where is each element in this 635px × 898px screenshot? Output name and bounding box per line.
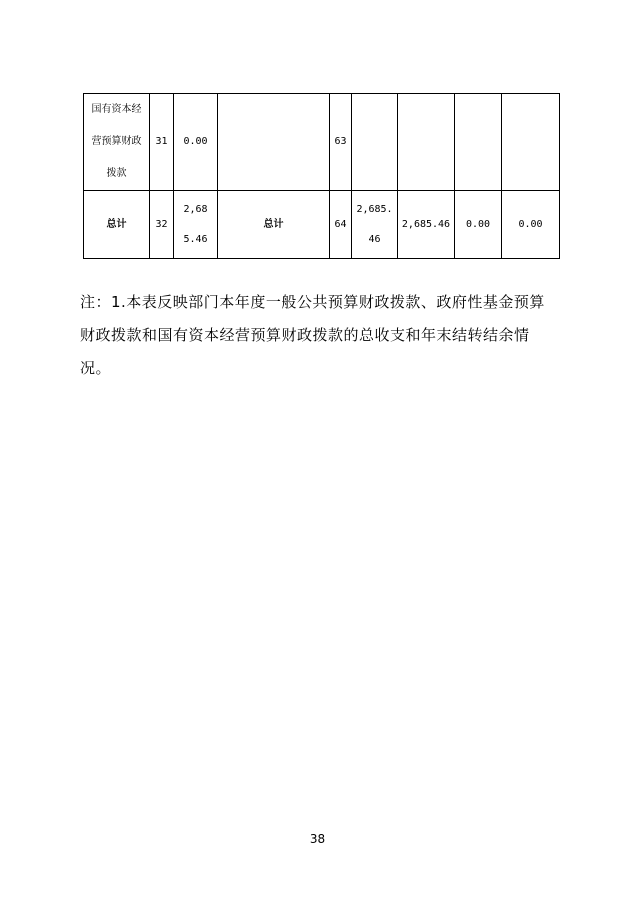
left-total-amount: 2,685.46 [174, 191, 218, 259]
right-total-amount: 2,685.46 [352, 191, 398, 259]
general-budget-total: 2,685.46 [398, 191, 455, 259]
page-number: 38 [309, 832, 326, 846]
table-footnote: 注：1.本表反映部门本年度一般公共预算财政拨款、政府性基金预算财政拨款和国有资本经营预算财政拨款的总收支和年末结转结余情况。 [80, 293, 545, 377]
right-line-number: 64 [330, 191, 352, 259]
state-capital-amount [502, 94, 560, 191]
table-row [84, 94, 560, 191]
left-total-label: 总计 [84, 191, 150, 259]
right-total-label: 总计 [218, 191, 330, 259]
left-item-label: 国有资本经营预算财政拨款 [84, 94, 150, 191]
left-amount: 0.00 [174, 94, 218, 191]
left-line-number: 31 [150, 94, 174, 191]
right-amount [352, 94, 398, 191]
gov-fund-total: 0.00 [455, 191, 502, 259]
general-budget-amount [398, 94, 455, 191]
gov-fund-amount [455, 94, 502, 191]
right-item-label [218, 94, 330, 191]
state-capital-total: 0.00 [502, 191, 560, 259]
left-line-number: 32 [150, 191, 174, 259]
table-row-total [84, 191, 560, 259]
budget-table [83, 93, 560, 259]
right-line-number: 63 [330, 94, 352, 191]
